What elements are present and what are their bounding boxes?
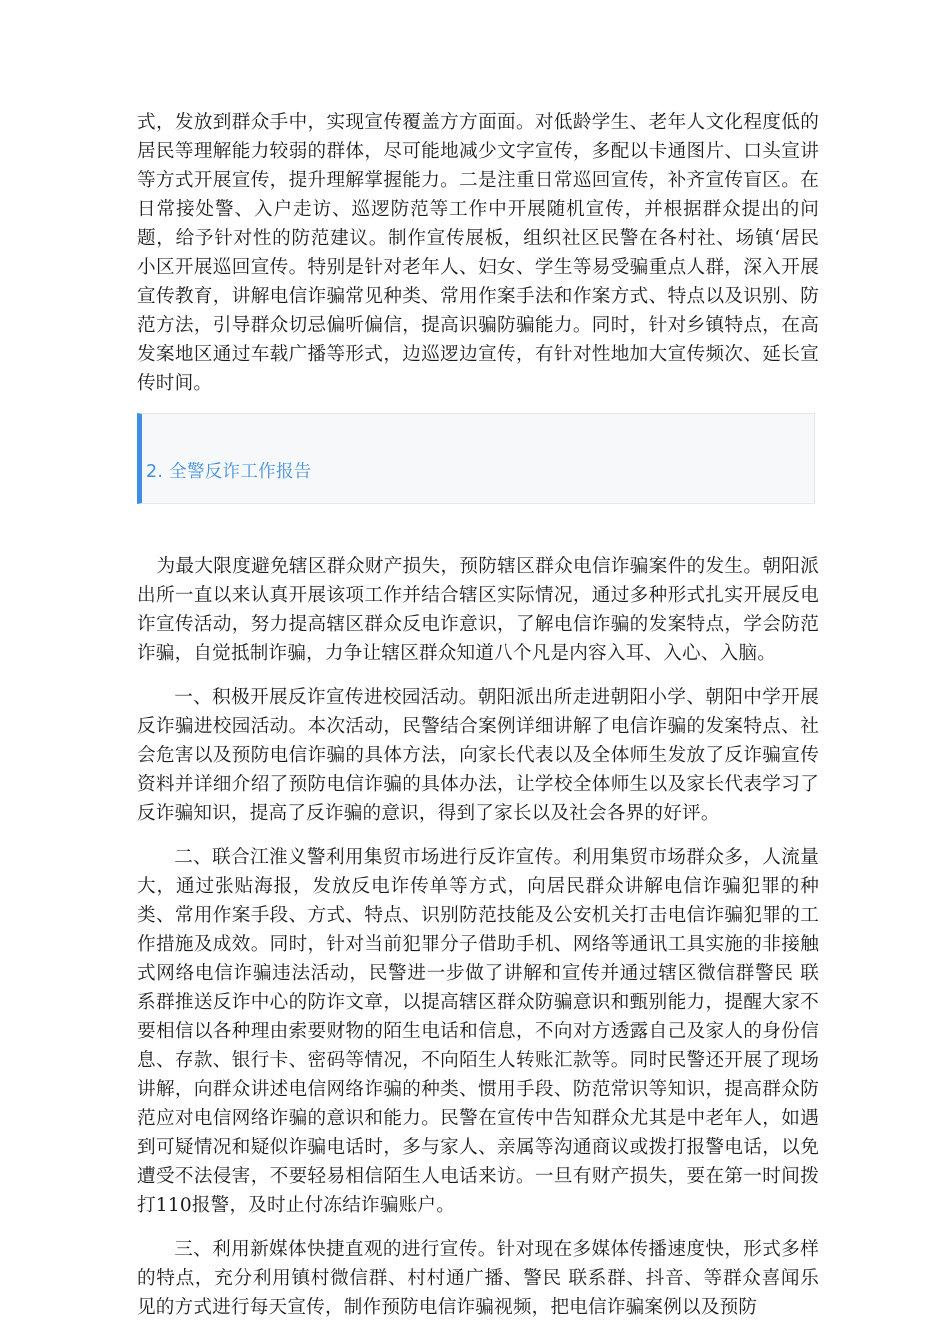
point-three-paragraph: 三、利用新媒体快捷直观的进行宣传。针对现在多媒体传播速度快，形式多样的特点，充分利用镇村微信群、村村通广播、警民 联系群、抖音、等群众喜闻乐见的方式进行每天宣传，制作预防电信诈骗视频，把电信诈骗案例以及预防: [137, 1239, 819, 1318]
point-two-paragraph: 二、联合江淮义警利用集贸市场进行反诈宣传。利用集贸市场群众多，人流量大，通过张贴海报，发放反电诈传单等方式，向居民群众讲解电信诈骗犯罪的种类、常用作案手段、方式、特点、识别防范技能及公安机关打击电信诈骗犯罪的工作措施及成效。同时，针对当前犯罪分子借助手机、网络等通讯工具实施的非接触式网络电信诈骗违法活动，民警进一步做了讲解和宣传并通过辖区微信群警民 联系群推送反诈中心的防诈文章，以提高辖区群众防骗意识和甄别能力，提醒大家不要相信以各种理由索要财物的陌生电话和信息，不向对方透露自己及家人的身份信息、存款、银行卡、密码等情况，不向陌生人转账汇款等。同时民警还开展了现场讲解，向群众讲述电信网络诈骗的种类、惯用手段、防范常识等知识，提高群众防范应对电信网络诈骗的意识和能力。民警在宣传中告知群众尤其是中老年人，如遇到可疑情况和疑似诈骗电话时，多与家人、亲属等沟通商议或拨打报警电话，以免遭受不法侵害，不要轻易相信陌生人电话来访。一旦有财产损失，要在第一时间拨打110报警，及时止付冻结诈骗账户。: [137, 847, 819, 1216]
section-title: 2. 全警反诈工作报告: [146, 462, 312, 482]
point-one-paragraph: 一、积极开展反诈宣传进校园活动。朝阳派出所走进朝阳小学、朝阳中学开展反诈骗进校园活动。本次活动，民警结合案例详细讲解了电信诈骗的发案特点、社会危害以及预防电信诈骗的具体方法，向家长代表以及全体师生发放了反诈骗宣传资料并详细介绍了预防电信诈骗的具体办法，让学校全体师生以及家长代表学习了反诈骗知识，提高了反诈骗的意识，得到了家长以及社会各界的好评。: [137, 687, 819, 824]
section-heading-box: [137, 413, 815, 504]
intro-paragraph: 为最大限度避免辖区群众财产损失，预防辖区群众电信诈骗案件的发生。朝阳派出所一直以来认真开展该项工作并结合辖区实际情况，通过多种形式扎实开展反电诈宣传活动，努力提高辖区群众反电诈意识，了解电信诈骗的发案特点，学会防范诈骗，自觉抵制诈骗，力争让辖区群众知道八个凡是内容入耳、入心、入脑。: [137, 556, 819, 664]
document-page: [137, 108, 819, 1322]
continuation-paragraph: 式，发放到群众手中，实现宣传覆盖方方面面。对低龄学生、老年人文化程度低的居民等理解能力较弱的群体，尽可能地减少文字宣传，多配以卡通图片、口头宣讲等方式开展宣传，提升理解掌握能力。二是注重日常巡回宣传，补齐宣传盲区。在日常接处警、入户走访、巡逻防范等工作中开展随机宣传，并根据群众提出的问题，给予针对性的防范建议。制作宣传展板，组织社区民警在各村社、场镇‘居民小区开展巡回宣传。特别是针对老年人、妇女、学生等易受骗重点人群，深入开展宣传教育，讲解电信诈骗常见种类、常用作案手法和作案方式、特点以及识别、防范方法，引导群众切忌偏听偏信，提高识骗防骗能力。同时，针对乡镇特点，在高发案地区通过车载广播等形式，边巡逻边宣传，有针对性地加大宣传频次、延长宣传时间。: [137, 112, 819, 394]
